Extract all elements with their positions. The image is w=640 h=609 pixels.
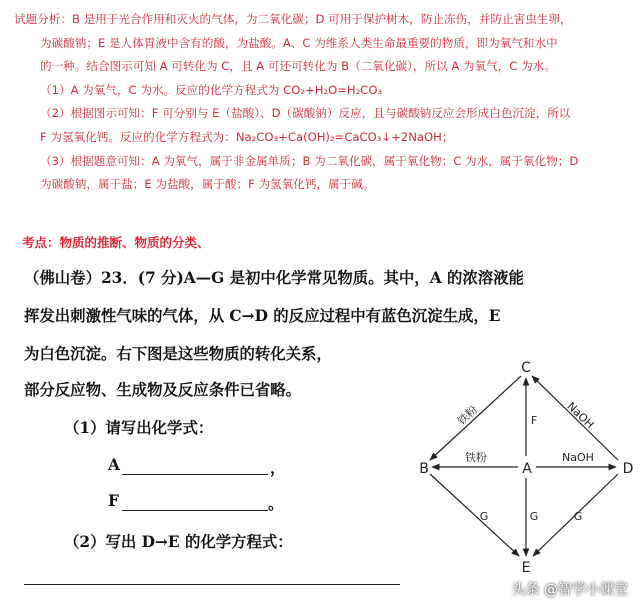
label-a-e: G	[529, 510, 539, 523]
label-d-e: G	[573, 510, 583, 523]
analysis-line: 为碳酸钠，属于盐；E 为盐酸，属于酸；F 为氢氧化钙，属于碱。	[40, 177, 375, 192]
analysis-line: 的一种。结合图示可知 A 可转化为 C，且 A 可还可转化为 B（二氧化碳），所以 A 为氧气，C 为水。	[40, 59, 556, 74]
topic-label: 考点：物质的推断、物质的分类、	[22, 235, 210, 250]
node-d: D	[622, 461, 634, 477]
analysis-line: （1）A 为氧气，C 为水。反应的化学方程式为 CO₂+H₂O=H₂CO₃	[40, 82, 383, 97]
analysis-line: （3）根据题意可知：A 为氧气，属于非金属单质；B 为二氧化碳，属于氧化物；C 为水，属于氧化物；D	[40, 153, 579, 168]
analysis-line: 试题分析：B 是用于光合作用和灭火的气体，为二氧化碳；D 可用于保护树木，防止冻伤，并防止害虫生卵，	[14, 12, 572, 26]
analysis-line: F 为氢氧化钙。反应的化学方程式为：Na₂CO₃+Ca(OH)₂=CaCO₃↓+2NaOH；	[40, 129, 454, 144]
sub-question-1: （1）请写出化学式：	[64, 419, 214, 437]
blank-f-label: F	[108, 492, 119, 510]
answer-line[interactable]	[24, 584, 400, 585]
analysis-line: 为碳酸钠；E 是人体胃液中含有的酸，为盐酸。A、C 为维系人类生命最重要的物质，即为氧气和水中	[40, 35, 558, 50]
blank-f-line[interactable]	[122, 510, 268, 511]
question-line-1: （佛山卷）23．(7 分)A—G 是初中化学常见物质。其中，A 的浓溶液能	[24, 269, 524, 287]
label-b-e: G	[479, 510, 489, 523]
node-c: C	[521, 360, 531, 376]
watermark: 头条 @智学小课堂	[511, 582, 628, 598]
label-a-b: 铁粉	[465, 451, 487, 464]
arrow-b-e	[430, 474, 519, 556]
node-a: A	[522, 461, 532, 477]
question-line-3: 为白色沉淀。右下图是这些物质的转化关系，	[24, 345, 332, 363]
node-b: B	[419, 461, 429, 477]
blank-a-end: ，	[270, 459, 286, 477]
label-c-b: 铁粉	[455, 403, 481, 428]
arrow-c-b	[430, 376, 521, 460]
label-c-d: NaOH	[564, 399, 597, 432]
node-e: E	[521, 560, 531, 574]
blank-a-line[interactable]	[122, 474, 268, 475]
blank-f-end: 。	[268, 495, 284, 513]
analysis-block	[14, 8, 626, 197]
question-line-4: 部分反应物、生成物及反应条件已省略。	[24, 381, 302, 399]
sub-question-2: （2）写出 D→E 的化学方程式：	[64, 533, 293, 551]
label-c-a: F	[530, 414, 538, 427]
label-d-a: NaOH	[562, 451, 594, 464]
analysis-line: （2）根据图示可知：F 可分别与 E（盐酸）、D（碳酸钠）反应，且与碳酸钠反应会形成白色沉淀，所以	[40, 106, 571, 121]
blank-a-label: A	[108, 456, 120, 474]
question-line-2: 挥发出刺激性气味的气体，从 C→D 的反应过程中有蓝色沉淀生成，E	[24, 307, 501, 325]
conversion-diagram	[408, 352, 640, 574]
